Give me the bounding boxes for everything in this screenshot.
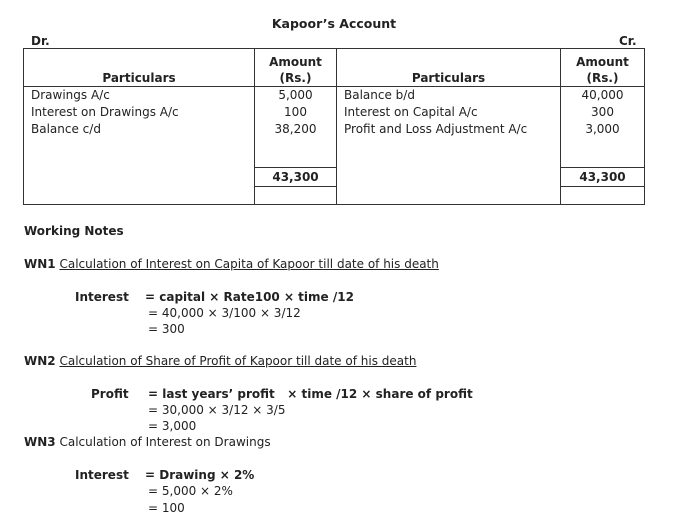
debit-item: Drawings A/c: [31, 88, 110, 102]
debit-total: 43,300: [255, 168, 337, 187]
debit-total-double-rule: [255, 187, 337, 205]
wn3-tag: WN3: [24, 435, 56, 449]
wn2-step2: = 3,000: [148, 419, 197, 433]
wn1-title-line: [24, 257, 439, 271]
dr-label: Dr.: [31, 34, 50, 48]
wn3-step1: = 5,000 × 2%: [148, 484, 233, 498]
credit-particulars-header: Particulars: [337, 49, 561, 87]
debit-amount: 38,200: [274, 122, 317, 136]
wn3-step2: = 100: [148, 501, 185, 515]
wn2-title: Calculation of Share of Profit of Kapoor till date of his death: [59, 354, 417, 368]
wn1-step1: = 40,000 × 3/100 × 3/12: [148, 306, 301, 320]
working-notes-heading: Working Notes: [24, 224, 124, 238]
ledger-table: [23, 48, 645, 205]
credit-items: [337, 87, 561, 205]
debit-amount-header: Amount (Rs.): [255, 49, 337, 87]
credit-amount-header: Amount (Rs.): [561, 49, 645, 87]
credit-amount: 3,000: [585, 122, 620, 136]
wn1-step2: = 300: [148, 322, 185, 336]
debit-items: [24, 87, 255, 205]
debit-amount: 100: [284, 105, 307, 119]
cr-label: Cr.: [619, 34, 637, 48]
credit-amount: 300: [591, 105, 614, 119]
wn1-label: Interest: [75, 290, 129, 304]
credit-amounts: [561, 87, 645, 168]
wn3-title: Calculation of Interest on Drawings: [59, 435, 271, 449]
credit-amount: 40,000: [581, 88, 624, 102]
wn1-title: Calculation of Interest on Capita of Kapoor till date of his death: [59, 257, 439, 271]
wn1-tag: WN1: [24, 257, 56, 271]
wn1-formula: = capital × Rate100 × time /12: [145, 290, 354, 304]
wn3-label: Interest: [75, 468, 129, 482]
wn2-label: Profit: [91, 387, 129, 401]
wn3-formula: = Drawing × 2%: [145, 468, 255, 482]
debit-amounts: [255, 87, 337, 168]
credit-total-double-rule: [561, 187, 645, 205]
wn2-formula: = last years’ profit × time /12 × share of profit: [148, 387, 473, 401]
debit-particulars-header: Particulars: [24, 49, 255, 87]
debit-item: Interest on Drawings A/c: [31, 105, 179, 119]
debit-amount: 5,000: [278, 88, 313, 102]
credit-total: 43,300: [561, 168, 645, 187]
account-title: Kapoor’s Account: [271, 16, 397, 31]
wn3-title-line: [24, 435, 271, 449]
wn2-step1: = 30,000 × 3/12 × 3/5: [148, 403, 286, 417]
credit-item: Profit and Loss Adjustment A/c: [344, 122, 528, 136]
credit-item: Balance b/d: [344, 88, 415, 102]
wn2-title-line: [24, 354, 416, 368]
debit-item: Balance c/d: [31, 122, 101, 136]
wn2-tag: WN2: [24, 354, 56, 368]
credit-item: Interest on Capital A/c: [344, 105, 478, 119]
